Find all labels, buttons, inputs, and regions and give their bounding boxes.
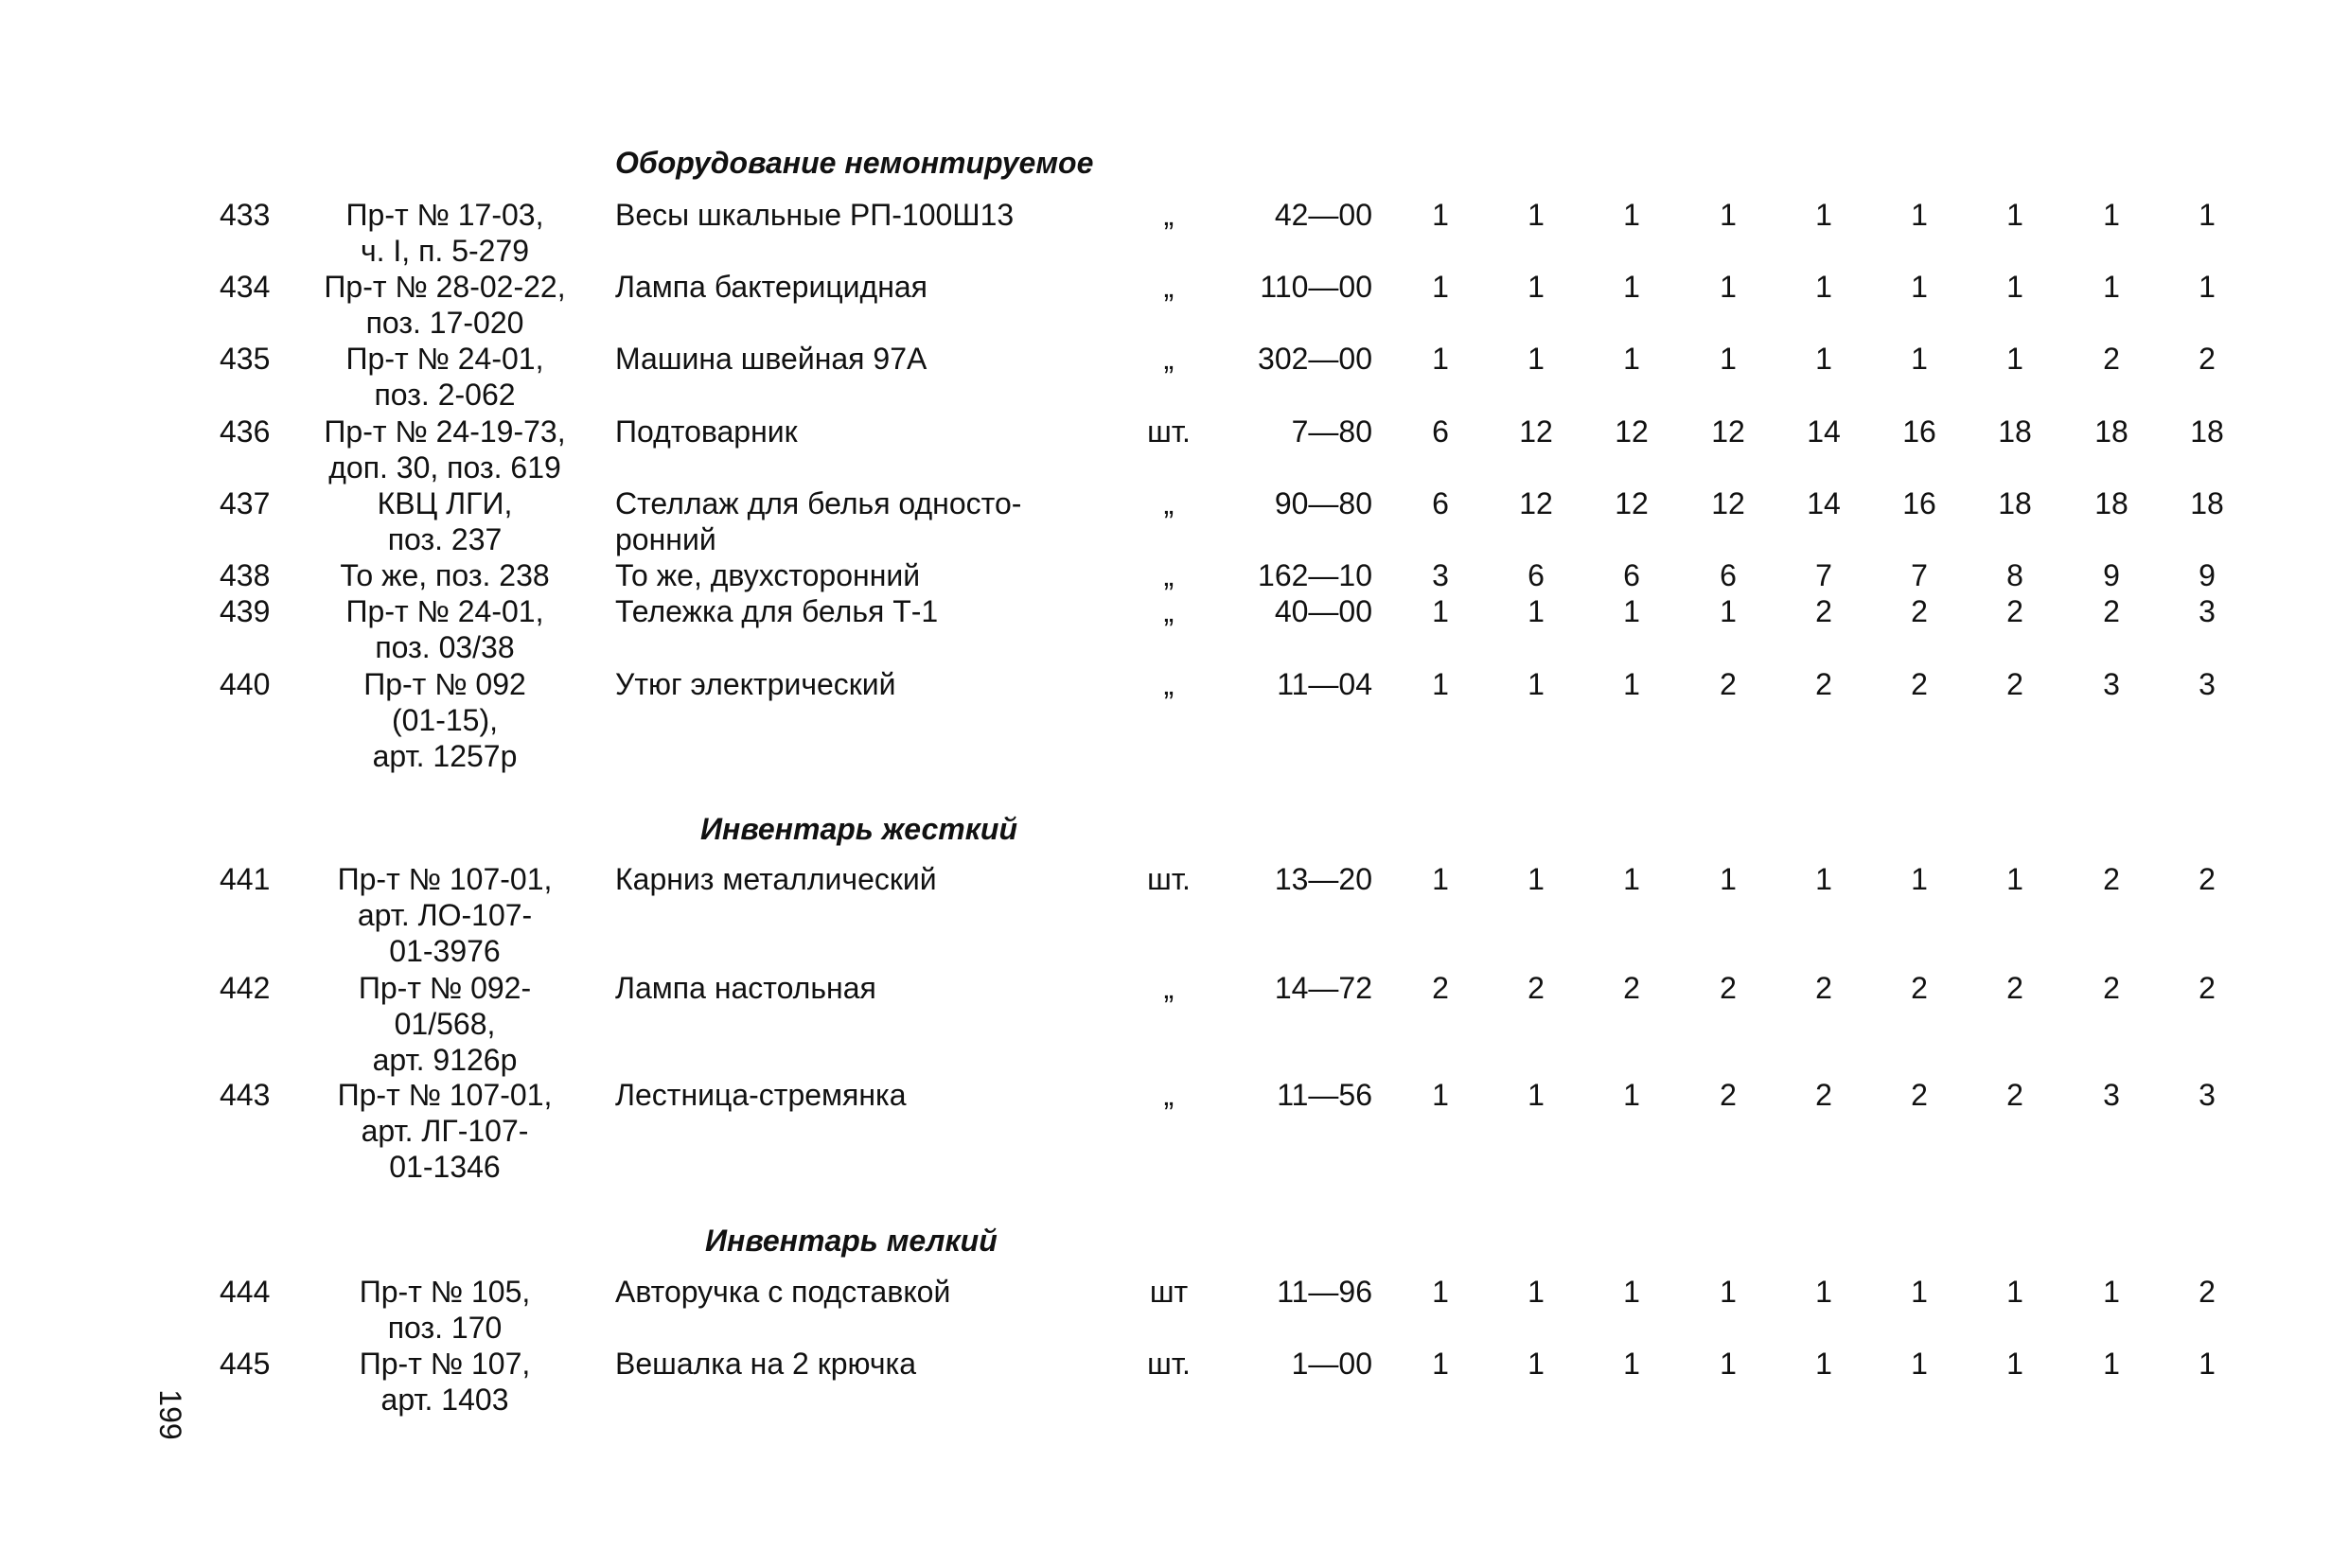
- quantity-cell: 2: [1815, 594, 1832, 628]
- quantity-cell: 1: [2103, 1347, 2120, 1381]
- quantity-cell: 2: [1911, 971, 1928, 1005]
- reference-line: поз. 17-020: [365, 306, 524, 340]
- reference-line: поз. 2-062: [374, 378, 516, 412]
- item-reference: [303, 666, 587, 774]
- quantity-cell: 2: [2103, 342, 2120, 376]
- item-name: [615, 485, 1088, 557]
- quantity-cell: 9: [2103, 558, 2120, 592]
- quantity-cell: 12: [1519, 414, 1553, 449]
- item-name: [615, 341, 1088, 377]
- quantity-cell: 1: [1432, 198, 1449, 232]
- quantity-cell: 18: [1998, 414, 2032, 449]
- quantity-cell: 6: [1432, 486, 1449, 520]
- item-name: [615, 861, 1088, 897]
- quantity-cell: 1: [1720, 862, 1737, 896]
- item-reference: [303, 197, 587, 269]
- quantity-cell: 2: [1815, 667, 1832, 701]
- item-unit: „: [1163, 198, 1174, 232]
- quantity-cell: 2: [2006, 1078, 2023, 1112]
- item-number: 439: [220, 594, 271, 628]
- item-unit: шт.: [1147, 414, 1191, 449]
- item-name: [615, 1077, 1088, 1113]
- item-number: 445: [220, 1347, 271, 1381]
- quantity-cell: 1: [1528, 198, 1545, 232]
- item-reference: [303, 861, 587, 969]
- quantity-cell: 8: [2006, 558, 2023, 592]
- quantity-cell: 1: [2006, 862, 2023, 896]
- quantity-cell: 3: [1432, 558, 1449, 592]
- quantity-cell: 1: [1432, 594, 1449, 628]
- quantity-cell: 1: [1623, 1078, 1640, 1112]
- quantity-cell: 1: [1720, 1347, 1737, 1381]
- reference-line: (01-15),: [391, 703, 499, 737]
- item-unit: „: [1163, 486, 1174, 520]
- quantity-cell: 12: [1615, 414, 1649, 449]
- quantity-cell: 1: [1623, 1347, 1640, 1381]
- reference-line: арт. 1403: [380, 1383, 509, 1417]
- name-line: Вешалка на 2 крючка: [615, 1347, 916, 1381]
- reference-line: 01/568,: [394, 1007, 496, 1041]
- quantity-cell: 12: [1615, 486, 1649, 520]
- item-price: 11—04: [1277, 667, 1372, 701]
- quantity-cell: 1: [2103, 270, 2120, 304]
- reference-line: Пр-т № 24-01,: [345, 594, 544, 628]
- quantity-cell: 2: [1815, 971, 1832, 1005]
- item-number: 436: [220, 414, 271, 449]
- quantity-cell: 1: [1911, 1347, 1928, 1381]
- quantity-cell: 12: [1711, 414, 1745, 449]
- reference-line: арт. 1257р: [372, 739, 518, 773]
- quantity-cell: 7: [1815, 558, 1832, 592]
- quantity-cell: 3: [2199, 1078, 2216, 1112]
- item-price: 11—96: [1277, 1275, 1372, 1309]
- quantity-cell: 9: [2199, 558, 2216, 592]
- quantity-cell: 1: [2006, 270, 2023, 304]
- quantity-cell: 1: [1720, 198, 1737, 232]
- quantity-cell: 18: [1998, 486, 2032, 520]
- quantity-cell: 18: [2190, 486, 2224, 520]
- item-name: [615, 970, 1088, 1006]
- quantity-cell: 1: [1720, 342, 1737, 376]
- reference-line: Пр-т № 17-03,: [345, 198, 544, 232]
- quantity-cell: 1: [1815, 270, 1832, 304]
- quantity-cell: 1: [1623, 862, 1640, 896]
- reference-line: 01-1346: [389, 1150, 501, 1184]
- quantity-cell: 1: [1432, 667, 1449, 701]
- name-line: Лампа бактерицидная: [615, 270, 927, 304]
- item-price: 1—00: [1291, 1347, 1372, 1381]
- quantity-cell: 14: [1807, 486, 1841, 520]
- name-line: ронний: [615, 522, 716, 556]
- quantity-cell: 2: [1432, 971, 1449, 1005]
- quantity-cell: 1: [1623, 198, 1640, 232]
- quantity-cell: 1: [1815, 1347, 1832, 1381]
- quantity-cell: 1: [1911, 862, 1928, 896]
- item-unit: „: [1163, 270, 1174, 304]
- quantity-cell: 1: [1623, 594, 1640, 628]
- quantity-cell: 1: [1911, 342, 1928, 376]
- reference-line: Пр-т № 107-01,: [337, 1078, 553, 1112]
- quantity-cell: 3: [2103, 1078, 2120, 1112]
- quantity-cell: 1: [1432, 1078, 1449, 1112]
- quantity-cell: 6: [1432, 414, 1449, 449]
- quantity-cell: 2: [1911, 594, 1928, 628]
- quantity-cell: 1: [1432, 342, 1449, 376]
- quantity-cell: 12: [1711, 486, 1745, 520]
- item-number: 433: [220, 198, 271, 232]
- quantity-cell: 1: [1432, 862, 1449, 896]
- quantity-cell: 2: [2199, 862, 2216, 896]
- item-unit: „: [1163, 342, 1174, 376]
- quantity-cell: 2: [1815, 1078, 1832, 1112]
- item-name: [615, 269, 1088, 305]
- quantity-cell: 1: [1911, 270, 1928, 304]
- quantity-cell: 1: [2006, 342, 2023, 376]
- quantity-cell: 1: [1528, 342, 1545, 376]
- item-name: [615, 1346, 1088, 1382]
- item-reference: [303, 1274, 587, 1346]
- quantity-cell: 2: [2199, 971, 2216, 1005]
- item-reference: [303, 1346, 587, 1418]
- quantity-cell: 14: [1807, 414, 1841, 449]
- section-title: Оборудование немонтируемое: [615, 146, 1094, 180]
- quantity-cell: 2: [1720, 1078, 1737, 1112]
- quantity-cell: 1: [1528, 667, 1545, 701]
- reference-line: То же, поз. 238: [340, 558, 550, 592]
- item-price: 162—10: [1258, 558, 1372, 592]
- quantity-cell: 18: [2190, 414, 2224, 449]
- item-unit: „: [1163, 667, 1174, 701]
- quantity-cell: 2: [2006, 667, 2023, 701]
- name-line: Карниз металлический: [615, 862, 937, 896]
- item-unit: „: [1163, 1078, 1174, 1112]
- name-line: Машина швейная 97А: [615, 342, 927, 376]
- name-line: Утюг электрический: [615, 667, 896, 701]
- quantity-cell: 1: [1623, 667, 1640, 701]
- quantity-cell: 1: [1432, 270, 1449, 304]
- quantity-cell: 1: [1528, 1347, 1545, 1381]
- reference-line: 01-3976: [389, 934, 501, 968]
- quantity-cell: 1: [1432, 1275, 1449, 1309]
- reference-line: Пр-т № 107,: [359, 1347, 531, 1381]
- name-line: Стеллаж для белья односто-: [615, 486, 1022, 520]
- item-unit: шт: [1149, 1275, 1189, 1309]
- name-line: Лестница-стремянка: [615, 1078, 907, 1112]
- quantity-cell: 3: [2199, 667, 2216, 701]
- quantity-cell: 2: [2103, 971, 2120, 1005]
- name-line: Подтоварник: [615, 414, 798, 449]
- name-line: То же, двухсторонний: [615, 558, 921, 592]
- item-name: [615, 557, 1088, 593]
- quantity-cell: 1: [1911, 1275, 1928, 1309]
- quantity-cell: 1: [2199, 270, 2216, 304]
- reference-line: ч. I, п. 5-279: [360, 234, 530, 268]
- item-price: 7—80: [1291, 414, 1372, 449]
- quantity-cell: 1: [2199, 198, 2216, 232]
- item-reference: [303, 557, 587, 593]
- quantity-cell: 16: [1902, 486, 1936, 520]
- name-line: Лампа настольная: [615, 971, 876, 1005]
- quantity-cell: 2: [1911, 1078, 1928, 1112]
- item-price: 40—00: [1274, 594, 1372, 628]
- item-reference: [303, 269, 587, 341]
- quantity-cell: 1: [1528, 1275, 1545, 1309]
- item-number: 434: [220, 270, 271, 304]
- item-name: [615, 666, 1088, 702]
- reference-line: доп. 30, поз. 619: [328, 450, 561, 484]
- reference-line: поз. 170: [387, 1311, 503, 1345]
- reference-line: Пр-т № 24-01,: [345, 342, 544, 376]
- reference-line: Пр-т № 105,: [359, 1275, 531, 1309]
- item-number: 443: [220, 1078, 271, 1112]
- item-number: 437: [220, 486, 271, 520]
- quantity-cell: 6: [1720, 558, 1737, 592]
- reference-line: КВЦ ЛГИ,: [377, 486, 513, 520]
- item-price: 42—00: [1274, 198, 1372, 232]
- quantity-cell: 1: [1528, 1078, 1545, 1112]
- item-unit: шт.: [1147, 1347, 1191, 1381]
- reference-line: поз. 03/38: [375, 630, 515, 664]
- item-price: 14—72: [1274, 971, 1372, 1005]
- reference-line: Пр-т № 28-02-22,: [324, 270, 566, 304]
- quantity-cell: 18: [2094, 486, 2128, 520]
- quantity-cell: 2: [1720, 971, 1737, 1005]
- name-line: Авторучка с подставкой: [615, 1275, 951, 1309]
- item-number: 441: [220, 862, 271, 896]
- reference-line: арт. ЛГ-107-: [361, 1114, 529, 1148]
- item-reference: [303, 341, 587, 413]
- quantity-cell: 2: [1720, 667, 1737, 701]
- quantity-cell: 1: [1815, 1275, 1832, 1309]
- quantity-cell: 1: [1432, 1347, 1449, 1381]
- quantity-cell: 16: [1902, 414, 1936, 449]
- quantity-cell: 3: [2199, 594, 2216, 628]
- quantity-cell: 2: [1528, 971, 1545, 1005]
- name-line: Тележка для белья Т-1: [615, 594, 939, 628]
- quantity-cell: 2: [2103, 594, 2120, 628]
- quantity-cell: 3: [2103, 667, 2120, 701]
- item-unit: шт.: [1147, 862, 1191, 896]
- item-name: [615, 414, 1088, 449]
- item-name: [615, 593, 1088, 629]
- item-unit: „: [1163, 594, 1174, 628]
- reference-line: арт. ЛО-107-: [357, 898, 533, 932]
- quantity-cell: 2: [2006, 971, 2023, 1005]
- quantity-cell: 6: [1528, 558, 1545, 592]
- item-name: [615, 197, 1088, 233]
- quantity-cell: 7: [1911, 558, 1928, 592]
- item-reference: [303, 485, 587, 557]
- reference-line: Пр-т № 092: [363, 667, 526, 701]
- item-name: [615, 1274, 1088, 1310]
- quantity-cell: 2: [2199, 1275, 2216, 1309]
- quantity-cell: 2: [2199, 342, 2216, 376]
- quantity-cell: 1: [1815, 342, 1832, 376]
- quantity-cell: 1: [1528, 594, 1545, 628]
- quantity-cell: 1: [2199, 1347, 2216, 1381]
- reference-line: арт. 9126р: [372, 1043, 518, 1077]
- item-price: 90—80: [1274, 486, 1372, 520]
- item-price: 302—00: [1258, 342, 1372, 376]
- item-number: 438: [220, 558, 271, 592]
- quantity-cell: 1: [1815, 198, 1832, 232]
- quantity-cell: 1: [1528, 270, 1545, 304]
- section-title: Инвентарь мелкий: [705, 1224, 998, 1258]
- item-number: 435: [220, 342, 271, 376]
- item-number: 444: [220, 1275, 271, 1309]
- item-unit: „: [1163, 558, 1174, 592]
- quantity-cell: 1: [2006, 1275, 2023, 1309]
- quantity-cell: 1: [1528, 862, 1545, 896]
- item-price: 13—20: [1274, 862, 1372, 896]
- quantity-cell: 2: [2103, 862, 2120, 896]
- quantity-cell: 1: [2006, 198, 2023, 232]
- quantity-cell: 1: [2103, 1275, 2120, 1309]
- quantity-cell: 1: [1623, 270, 1640, 304]
- reference-line: Пр-т № 107-01,: [337, 862, 553, 896]
- quantity-cell: 1: [2006, 1347, 2023, 1381]
- quantity-cell: 2: [1623, 971, 1640, 1005]
- item-unit: „: [1163, 971, 1174, 1005]
- quantity-cell: 1: [1911, 198, 1928, 232]
- item-reference: [303, 414, 587, 485]
- quantity-cell: 1: [1623, 1275, 1640, 1309]
- page-number: 199: [153, 1389, 187, 1440]
- section-title: Инвентарь жесткий: [700, 812, 1017, 846]
- quantity-cell: 6: [1623, 558, 1640, 592]
- quantity-cell: 1: [2103, 198, 2120, 232]
- item-price: 11—56: [1277, 1078, 1372, 1112]
- quantity-cell: 1: [1720, 1275, 1737, 1309]
- item-reference: [303, 970, 587, 1078]
- quantity-cell: 18: [2094, 414, 2128, 449]
- quantity-cell: 1: [1720, 594, 1737, 628]
- quantity-cell: 1: [1815, 862, 1832, 896]
- reference-line: Пр-т № 092-: [358, 971, 532, 1005]
- quantity-cell: 2: [2006, 594, 2023, 628]
- item-number: 442: [220, 971, 271, 1005]
- item-reference: [303, 1077, 587, 1185]
- reference-line: Пр-т № 24-19-73,: [324, 414, 566, 449]
- quantity-cell: 12: [1519, 486, 1553, 520]
- item-price: 110—00: [1260, 270, 1372, 304]
- quantity-cell: 1: [1623, 342, 1640, 376]
- quantity-cell: 1: [1720, 270, 1737, 304]
- name-line: Весы шкальные РП-100Ш13: [615, 198, 1015, 232]
- reference-line: поз. 237: [387, 522, 503, 556]
- item-reference: [303, 593, 587, 665]
- item-number: 440: [220, 667, 271, 701]
- quantity-cell: 2: [1911, 667, 1928, 701]
